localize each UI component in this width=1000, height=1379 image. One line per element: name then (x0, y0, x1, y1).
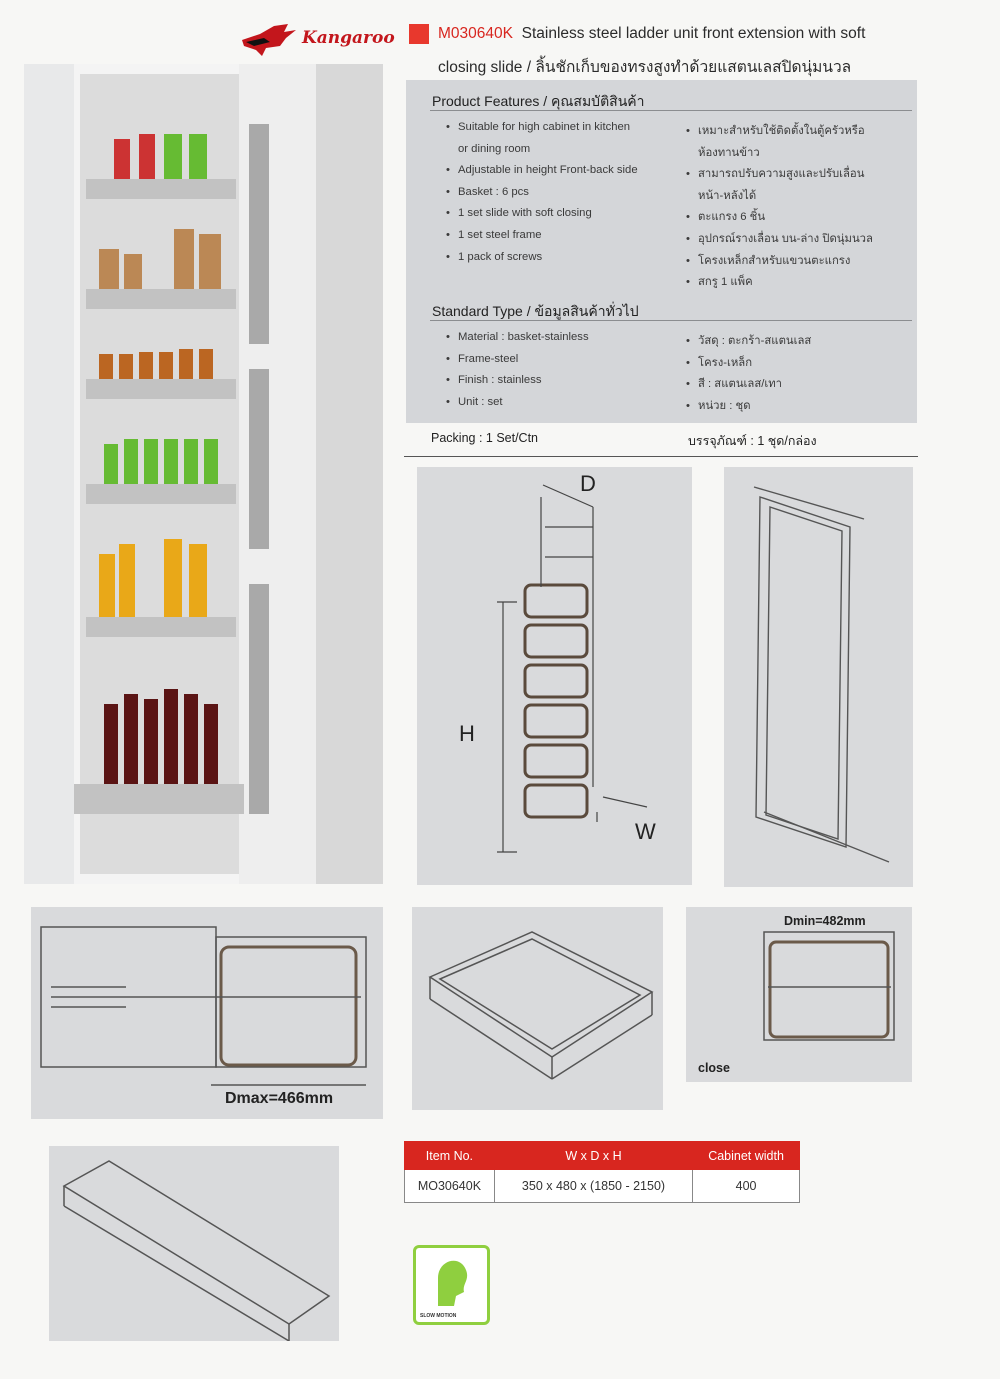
feature-item-th: • อุปกรณ์รางเลื่อน บน-ล่าง ปิดนุ่มนวล (686, 232, 873, 245)
spec-table (404, 1141, 800, 1203)
product-title-line2: closing slide / ลิ้นชักเก็บของทรงสูงทำด้วยแสตนเลสปิดนุ่มนวล (438, 59, 852, 76)
slide-rail-diagram (49, 1146, 339, 1341)
brand-logo-text: Kangaroo (302, 28, 395, 48)
standard-item: • Material : basket-stainless (446, 331, 589, 343)
height-label: H (459, 721, 475, 746)
features-divider (430, 110, 912, 111)
feature-item: • 1 pack of screws (446, 250, 543, 263)
dmax-diagram (31, 907, 383, 1119)
kangaroo-icon (240, 20, 302, 60)
packing-th: บรรจุภัณฑ์ : 1 ชุด/กล่อง (688, 434, 817, 448)
basket-diagram (412, 907, 663, 1110)
standard-item-th: • วัสดุ : ตะกร้า-สแตนเลส (686, 335, 812, 347)
feature-item-th: • ตะแกรง 6 ชิ้น (686, 211, 766, 224)
feature-item-th: หน้า-หลังได้ (698, 189, 757, 202)
features-heading: Product Features / คุณสมบัติสินค้า (432, 93, 645, 109)
packing-en: Packing : 1 Set/Ctn (431, 431, 539, 445)
section-rule (404, 456, 918, 457)
dmin-diagram (686, 907, 912, 1082)
standard-list-th (686, 331, 916, 417)
standard-item-th: • สี : สแตนเลส/เทา (686, 378, 783, 391)
slow-motion-label: SLOW MOTION (420, 1313, 457, 1319)
feature-item-th: • สกรู 1 แพ็ค (686, 276, 753, 289)
standard-item-th: • โครง-เหล็ก (686, 356, 753, 369)
item-code: M030640K (438, 25, 513, 42)
feature-item: • 1 set steel frame (446, 228, 542, 241)
table-cell-dimensions: 350 x 480 x (1850 - 2150) (494, 1170, 692, 1203)
feature-item-th: • เหมาะสำหรับใช้ติดตั้งในตู้ครัวหรือ (686, 125, 865, 137)
table-header-row (405, 1142, 800, 1170)
frame-diagram (724, 467, 913, 887)
table-header-cabinet: Cabinet width (693, 1142, 800, 1170)
dmin-label: Dmin=482mm (784, 914, 866, 928)
table-header-item: Item No. (405, 1142, 495, 1170)
feature-item: or dining room (458, 142, 531, 155)
title-text-1: Stainless steel ladder unit front extension with soft (521, 25, 866, 42)
dmax-label: Dmax=466mm (225, 1090, 334, 1107)
feature-item: • Suitable for high cabinet in kitchen (446, 121, 631, 133)
feature-item: • 1 set slide with soft closing (446, 207, 592, 220)
width-label: W (635, 819, 656, 844)
features-list-en (446, 121, 676, 272)
standard-divider (430, 320, 912, 321)
standard-heading: Standard Type / ข้อมูลสินค้าทั่วไป (432, 303, 639, 319)
feature-item-th: ห้องทานข้าว (698, 146, 760, 159)
brand-logo (240, 20, 395, 60)
table-header-dimensions: W x D x H (494, 1142, 692, 1170)
close-label: close (698, 1061, 730, 1075)
product-title-line1 (438, 25, 865, 43)
feature-item: • Adjustable in height Front-back side (446, 164, 638, 177)
table-cell-item: MO30640K (405, 1170, 495, 1203)
title-marker (409, 24, 429, 44)
standard-item: • Finish : stainless (446, 374, 542, 387)
standard-item: • Frame-steel (446, 352, 519, 365)
depth-label: D (580, 471, 596, 496)
feature-item-th: • สามารถปรับความสูงและปรับเลื่อน (686, 168, 865, 181)
table-cell-cabinet: 400 (693, 1170, 800, 1203)
feature-item: • Basket : 6 pcs (446, 185, 529, 198)
standard-item-th: • หน่วย : ชุด (686, 399, 751, 412)
features-list-th (686, 121, 916, 294)
table-row (405, 1170, 800, 1203)
standard-list-en (446, 331, 676, 417)
dimension-diagram (417, 467, 692, 885)
standard-item: • Unit : set (446, 395, 503, 408)
feature-item-th: • โครงเหล็กสำหรับแขวนตะแกรง (686, 254, 851, 267)
slow-motion-silhouette-icon (416, 1248, 487, 1310)
product-photo (24, 64, 383, 884)
slow-motion-badge (413, 1245, 490, 1325)
steel-frame-drawing (724, 467, 913, 887)
